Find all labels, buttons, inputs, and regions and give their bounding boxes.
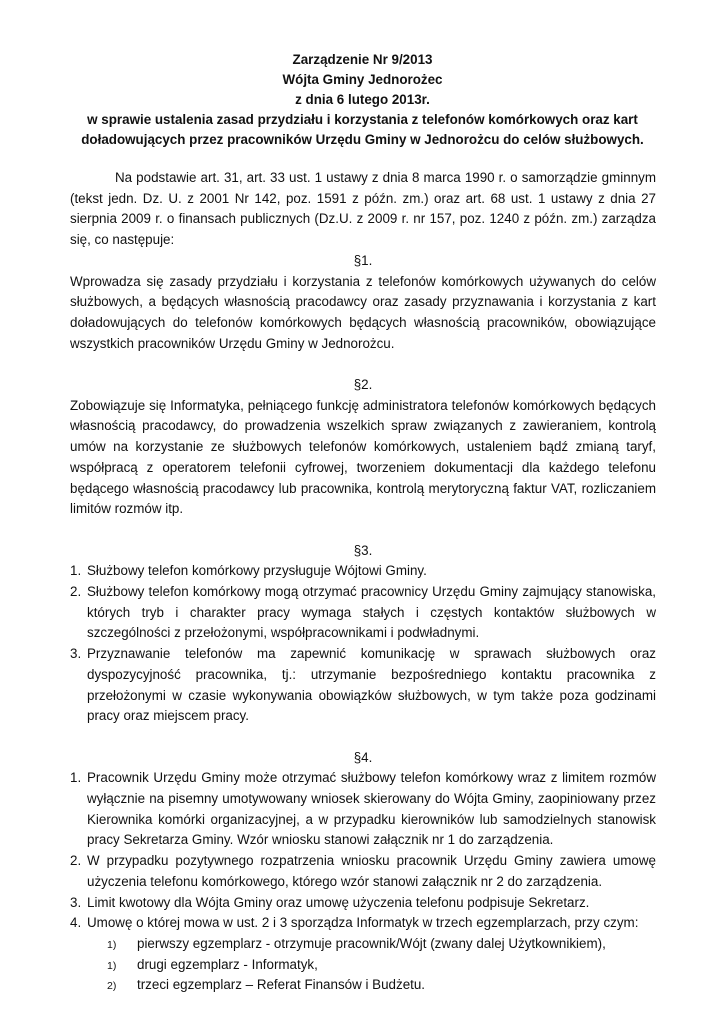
list-item (70, 582, 656, 644)
item-number: 1. (70, 770, 82, 786)
list-item (70, 644, 656, 727)
subitem-text: trzeci egzemplarz – Referat Finansów i Budżetu. (137, 977, 426, 993)
ordinance-date: z dnia 6 lutego 2013r. (295, 92, 430, 107)
ordinance-number: Zarządzenie Nr 9/2013 (292, 52, 433, 67)
section-3-list (70, 561, 656, 727)
ordinance-subject-line-2: doładowujących przez pracowników Urzędu Gminy w Jednorożcu do celów służbowych. (81, 132, 644, 147)
section-1-text: Wprowadza się zasady przydziału i korzystania z telefonów komórkowych używanych do celów służbowych, a będących własnością pracodawcy oraz zasady przyznawania i korzystania z kart doładowujących do telefonów komórkowych będących własnością pracowników, obowiązujące wszystkich pracowników Urzędu Gminy w Jednorożcu. (70, 273, 656, 351)
item-number: 3. (70, 646, 82, 662)
sub-list-item (87, 934, 656, 955)
ordinance-subject-line-1: w sprawie ustalenia zasad przydziału i korzystania z telefonów komórkowych oraz kart (87, 112, 638, 127)
item-number: 2. (70, 853, 82, 869)
section-1-heading: §1. (353, 252, 373, 268)
item-text: Służbowy telefon komórkowy mogą otrzymać pracownicy Urzędu Gminy zajmujący stanowiska, których tryb i charakter pracy wymaga stałych i częstych kontaktów służbowych w szczególności z przełożonymi, współpracownikami i podwładnymi. (87, 584, 656, 641)
item-text: Pracownik Urzędu Gminy może otrzymać służbowy telefon komórkowy wraz z limitem rozmów wyłącznie na pisemny umotywowany wniosek skierowany do Wójta Gminy, zaopiniowany przez Kierownika komórki organizacyjnej, a w przypadku kierowników lub samodzielnych stanowisk pracy Sekretarza Gminy. Wzór wniosku stanowi załącznik nr 1 do zarządzenia. (87, 770, 656, 848)
item-number: 3. (70, 894, 82, 910)
item-text: Umowę o której mowa w ust. 2 i 3 sporządza Informatyk w trzech egzemplarzach, przy czym: (87, 915, 639, 931)
subitem-text: pierwszy egzemplarz - otrzymuje pracownik/Wójt (zwany dalej Użytkownikiem), (137, 935, 606, 951)
item-text: W przypadku pozytywnego rozpatrzenia wniosku pracownik Urzędu Gminy zawiera umowę użyczenia telefonu komórkowego, którego wzór stanowi załącznik nr 2 do zarządzenia. (87, 853, 656, 889)
list-item (70, 913, 656, 996)
section-4-heading: §4. (353, 749, 373, 765)
list-item (70, 893, 656, 914)
section-2-heading: §2. (353, 377, 373, 393)
item-number: 1. (70, 563, 82, 579)
sub-list-item (87, 975, 656, 996)
item-number: 2. (70, 584, 82, 600)
document-header (0, 50, 725, 150)
subitem-number: 2) (107, 980, 117, 993)
subitem-number: 1) (107, 938, 117, 951)
ordinance-issuer: Wójta Gminy Jednorożec (282, 72, 443, 87)
section-2-text: Zobowiązuje się Informatyka, pełniącego funkcję administratora telefonów komórkowych będących własnością pracodawcy, do prowadzenia wszelkich spraw związanych z zawieraniem, kontrolą umów na korzystanie ze służbowych telefonów komórkowych, ustaleniem bądź zmianą taryf, współpracą z operatorem telefonii cyfrowej, tworzeniem dokumentacji dla każdego telefonu będącego własnością pracodawcy lub pracownika, kontrolą merytoryczną faktur VAT, rozliczaniem limitów rozmów itp. (70, 397, 656, 517)
subitem-text: drugi egzemplarz - Informatyk, (137, 956, 318, 972)
subitem-number: 1) (107, 959, 117, 972)
item-text: Limit kwotowy dla Wójta Gminy oraz umowę użyczenia telefonu podpisuje Sekretarz. (87, 894, 590, 910)
section-4-sublist (87, 934, 656, 996)
list-item (70, 851, 656, 892)
item-text: Przyznawanie telefonów ma zapewnić komunikację w sprawach służbowych oraz dyspozycyjność pracownika, tj.: utrzymanie bezpośredniego kontaktu pracownika z przełożonymi w czasie wykonywania obowiązków służbowych, w tym także poza godzinami pracy oraz miejscem pracy. (87, 646, 656, 724)
section-4-list (70, 768, 656, 996)
document-body (70, 168, 656, 996)
item-number: 4. (70, 915, 82, 931)
legal-basis-paragraph: Na podstawie art. 31, art. 33 ust. 1 ustawy z dnia 8 marca 1990 r. o samorządzie gminnym (tekst jedn. Dz. U. z 2001 Nr 142, poz. 1591 z późn. zm.) oraz art. 68 ust. 1 ustawy z dnia 27 sierpnia 2009 r. o finansach publicznych (Dz.U. z 2009 r. nr 157, poz. 1240 z późn. zm.) zarządza się, co następuje: (70, 170, 656, 248)
sub-list-item (87, 955, 656, 976)
list-item (70, 768, 656, 851)
item-text: Służbowy telefon komórkowy przysługuje Wójtowi Gminy. (87, 563, 427, 579)
list-item (70, 561, 656, 582)
section-3-heading: §3. (353, 542, 373, 558)
